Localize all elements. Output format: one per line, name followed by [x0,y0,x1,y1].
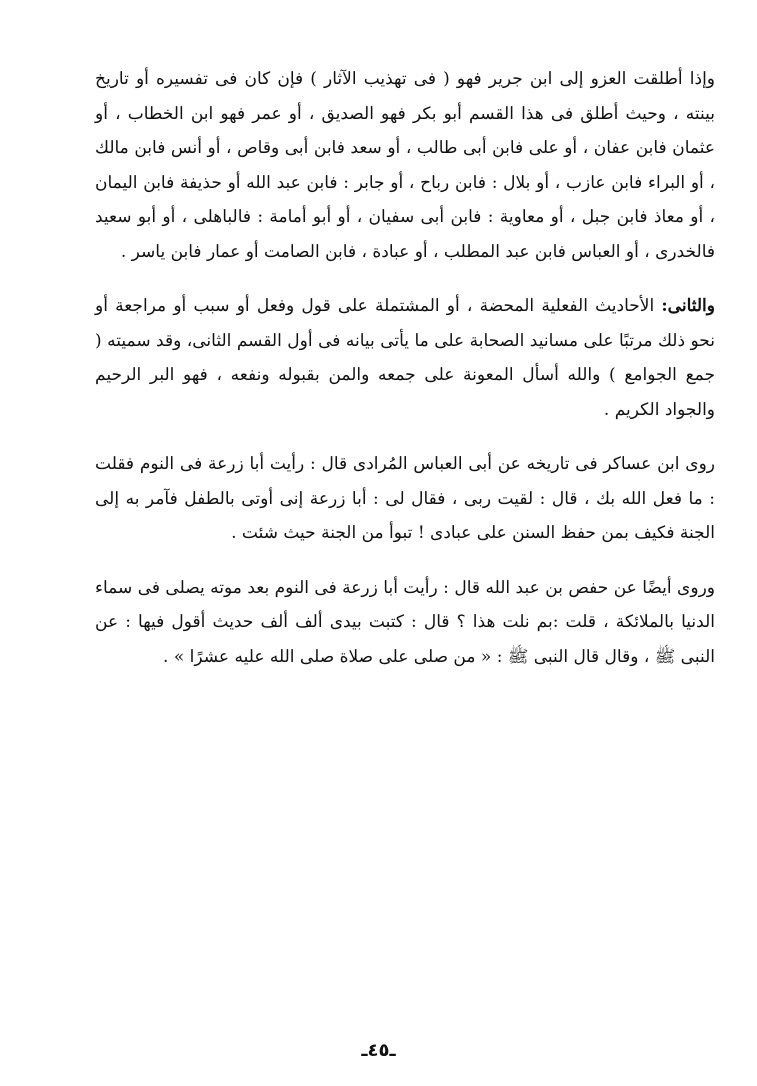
paragraph-hafs-narration [95,571,715,675]
paragraph-ibn-asakir-narration [95,447,715,551]
paragraph-text: الأحاديث الفعلية المحضة ، أو المشتملة على قول وفعل أو سبب أو مراجعة أو نحو ذلك مرتبًا على مسانيد الصحابة على ما يأتى بيانه فى أول القسم الثانى، وقد سميته ( جمع الجوامع ) والله أسأل المعونة على جمعه والمن بقبوله ونفعه ، فهو البر الرحيم والجواد الكريم . [95,296,715,420]
paragraph-second-section [95,289,715,427]
section-lead-second: والثانى: [661,296,715,316]
paragraph-text: وإذا أطلقت العزو إلى ابن جرير فهو ( فى تهذيب الآثار ) فإن كان فى تفسيره أو تاريخ بينته ، وحيث أطلق فى هذا القسم أبو بكر فهو الصديق ، أو عمر فهو ابن الخطاب ، أو عثمان فابن عفان ، أو على فابن أبى طالب ، أو سعد فابن أبى وقاص ، أو أنس فابن مالك ، أو البراء فابن عازب ، أو بلال : فابن رباح ، أو جابر : فابن عبد الله أو حذيفة فابن اليمان ، أو معاذ فابن جبل ، أو معاوية : فابن أبى سفيان ، أو أبو أمامة : فالباهلى ، أو أبو سعيد فالخدرى ، أو العباس فابن عبد المطلب ، أو عبادة ، فابن الصامت أو عمار فابن ياسر . [95,69,715,262]
paragraph-text: روى ابن عساكر فى تاريخه عن أبى العباس المُرادى قال : رأيت أبا زرعة فى النوم فقلت : ما فعل الله بك ، قال : لقيت ربى ، فقال لى : أبا زرعة إنى أوتى بالطفل فآمر به إلى الجنة فكيف بمن حفظ السنن على عبادى ! تبوأ من الجنة حيث شئت . [95,454,715,543]
paragraph-text: وروى أيضًا عن حفص بن عبد الله قال : رأيت أبا زرعة فى النوم بعد موته يصلى فى سماء الدنيا بالملائكة ، قلت :بم نلت هذا ؟ قال : كتبت بيدى ألف ألف حديث أقول فيها : عن النبى ﷺ ، وقال قال النبى ﷺ : « من صلى على صلاة صلى الله عليه عشرًا » . [95,577,715,667]
paragraph-ibn-jarir-attribution [95,62,715,269]
page-number: ـ٤٥ـ [361,1040,396,1061]
page-body [95,62,715,694]
